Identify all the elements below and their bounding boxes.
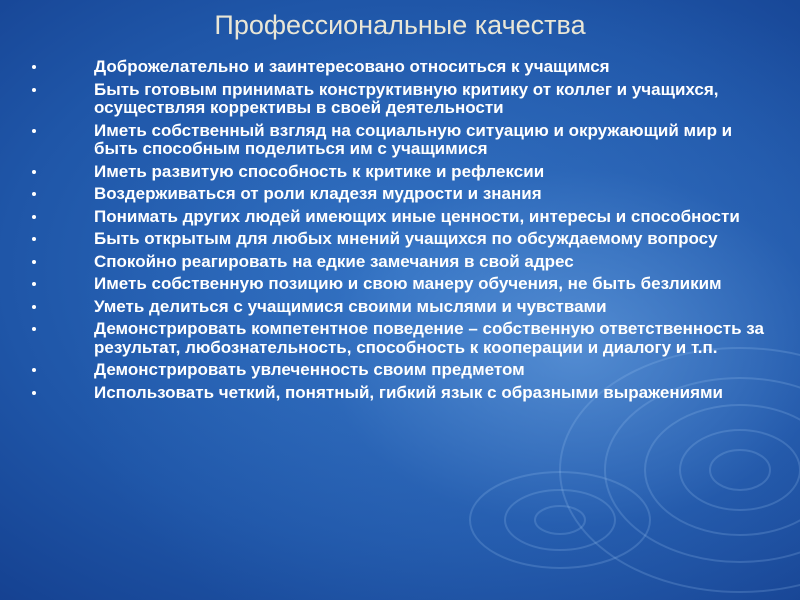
list-item-text: Иметь развитую способность к критике и рефлексии [94, 161, 545, 181]
bullet-dot-icon [32, 327, 36, 331]
bullet-dot-icon [32, 237, 36, 241]
list-item-text: Спокойно реагировать на едкие замечания в свой адрес [94, 251, 574, 271]
bullet-dot-icon [32, 305, 36, 309]
bullet-dot-icon [32, 129, 36, 133]
list-item [32, 320, 780, 357]
list-item-text: Использовать четкий, понятный, гибкий язык с образными выражениями [94, 382, 724, 402]
qualities-list [32, 58, 780, 406]
list-item [32, 122, 780, 159]
list-item [32, 208, 780, 227]
list-item [32, 361, 780, 380]
bullet-dot-icon [32, 391, 36, 395]
bullet-dot-icon [32, 282, 36, 286]
bullet-dot-icon [32, 170, 36, 174]
list-item-text: Демонстрировать увлеченность своим предметом [94, 360, 525, 379]
list-item-text: Иметь собственную позицию и свою манеру обучения, не быть безликим [94, 274, 722, 293]
bullet-dot-icon [32, 192, 36, 196]
list-item-text: Быть готовым принимать конструктивную критику от коллег и учащихся, осуществляя коррективы в своей деятельности [94, 79, 719, 117]
list-item [32, 58, 780, 77]
list-item [32, 253, 780, 272]
bullet-dot-icon [32, 260, 36, 264]
list-item [32, 384, 780, 403]
list-item [32, 298, 780, 317]
list-item [32, 230, 780, 249]
bullet-dot-icon [32, 88, 36, 92]
list-item [32, 81, 780, 118]
list-item-text: Уметь делиться с учащимися своими мыслями и чувствами [94, 296, 607, 316]
list-item-text: Демонстрировать компетентное поведение – собственную ответственность за результат, любознательность, способность к кооперации и диалогу и т.п. [94, 319, 764, 357]
slide-title: Профессиональные качества [214, 10, 586, 40]
list-item [32, 185, 780, 204]
list-item [32, 275, 780, 294]
bullet-dot-icon [32, 215, 36, 219]
list-item [32, 163, 780, 182]
list-item-text: Иметь собственный взгляд на социальную ситуацию и окружающий мир и быть способным поделиться им с учащимися [94, 120, 733, 158]
list-item-text: Воздерживаться от роли кладезя мудрости и знания [94, 184, 542, 203]
list-item-text: Быть открытым для любых мнений учащихся по обсуждаемому вопросу [94, 229, 718, 248]
list-item-text: Доброжелательно и заинтересовано относиться к учащимся [94, 57, 610, 76]
bullet-dot-icon [32, 368, 36, 372]
bullet-dot-icon [32, 65, 36, 69]
list-item-text: Понимать других людей имеющих иные ценности, интересы и способности [94, 206, 740, 226]
